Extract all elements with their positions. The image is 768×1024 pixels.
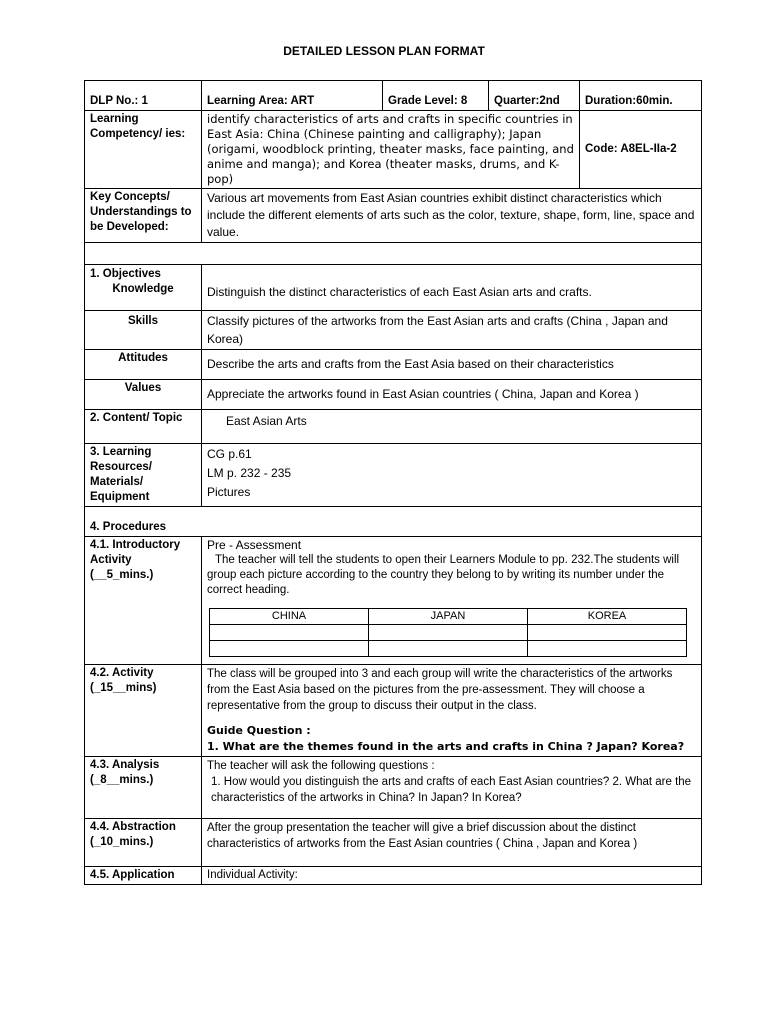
resources-row	[85, 444, 702, 507]
abstraction-label: 4.4. Abstraction	[90, 821, 176, 833]
spacer-cell	[85, 243, 702, 265]
country-blank-cell	[528, 625, 687, 641]
country-china: CHINA	[210, 609, 369, 625]
resources-lm: LM p. 232 - 235	[207, 466, 292, 480]
resources-cg: CG p.61	[207, 447, 252, 461]
country-blank-cell	[369, 625, 528, 641]
country-blank-cell	[210, 625, 369, 641]
knowledge-row	[85, 265, 702, 311]
attitudes-text: Describe the arts and crafts from the East Asia based on their characteristics	[202, 350, 702, 380]
lesson-plan-table	[84, 80, 702, 885]
intro-label-cell	[85, 537, 202, 665]
dlp-number: DLP No.: 1	[85, 81, 202, 111]
duration: Duration:60min.	[580, 81, 702, 111]
objectives-cell	[85, 265, 202, 311]
grade-level: Grade Level: 8	[383, 81, 489, 111]
content-row	[85, 410, 702, 444]
country-blank-cell	[369, 641, 528, 657]
learning-area: Learning Area: ART	[202, 81, 383, 111]
key-concepts-row	[85, 189, 702, 243]
abstraction-text: After the group presentation the teacher will give a brief discussion about the distinct characteristics of artworks from the East Asian countries ( China , Japan and Korea )	[202, 819, 702, 867]
application-row	[85, 867, 702, 885]
abstraction-label-cell	[85, 819, 202, 867]
country-japan: JAPAN	[369, 609, 528, 625]
analysis-intro: The teacher will ask the following questions :	[207, 760, 435, 772]
abstraction-time: (_10_mins.)	[90, 836, 154, 848]
resources-cell	[202, 444, 702, 507]
document-title: DETAILED LESSON PLAN FORMAT	[283, 44, 485, 58]
skills-label: Skills	[85, 311, 202, 350]
content-text: East Asian Arts	[202, 410, 702, 444]
resources-label: 3. Learning Resources/ Materials/ Equipment	[85, 444, 202, 507]
header-row	[85, 81, 702, 111]
competency-label: Learning Competency/ ies:	[85, 111, 202, 189]
spacer-row	[85, 243, 702, 265]
skills-text: Classify pictures of the artworks from the East Asian arts and crafts (China , Japan and Korea)	[202, 311, 702, 350]
activity-text: The class will be grouped into 3 and each group will write the characteristics of the artworks from the East Asia based on the pictures from the pre-assessment. They will choose a representative from the group to discuss their output in the class.	[207, 668, 673, 712]
skills-row	[85, 311, 702, 350]
analysis-row	[85, 757, 702, 819]
application-text: Individual Activity:	[202, 867, 702, 885]
application-label: 4.5. Application	[85, 867, 202, 885]
procedures-label: 4. Procedures	[85, 507, 702, 537]
activity-cell	[202, 665, 702, 757]
activity-time: (_15__mins)	[90, 682, 157, 694]
values-label: Values	[85, 380, 202, 410]
country-header-row	[210, 609, 687, 625]
values-text: Appreciate the artworks found in East Asian countries ( China, Japan and Korea )	[202, 380, 702, 410]
intro-cell	[202, 537, 702, 665]
competency-row	[85, 111, 702, 189]
country-blank-row	[210, 625, 687, 641]
guide-title: Guide Question :	[207, 724, 311, 737]
abstraction-row	[85, 819, 702, 867]
knowledge-label: Knowledge	[112, 283, 174, 295]
intro-text: The teacher will tell the students to open their Learners Module to pp. 232.The students will group each picture according to the country they belong to by writing its number under the correct heading.	[207, 554, 680, 596]
intro-label: 4.1. Introductory Activity	[90, 539, 181, 566]
procedures-row	[85, 507, 702, 537]
content-label: 2. Content/ Topic	[85, 410, 202, 444]
knowledge-text: Distinguish the distinct characteristics of each East Asian arts and crafts.	[202, 265, 702, 311]
competency-text: identify characteristics of arts and crafts in specific countries in East Asia: China (Chinese painting and calligraphy); Japan (origami, woodblock printing, theater masks, face painting, and anime and manga); and Korea (theater masks, drums, and K-pop)	[202, 111, 580, 189]
activity-label: 4.2. Activity	[90, 667, 154, 679]
resources-pictures: Pictures	[207, 485, 251, 499]
country-blank-cell	[528, 641, 687, 657]
country-korea: KOREA	[528, 609, 687, 625]
intro-time: (__5_mins.)	[90, 569, 154, 581]
key-concepts-label: Key Concepts/ Understandings to be Developed:	[85, 189, 202, 243]
quarter: Quarter:2nd	[489, 81, 580, 111]
competency-code: Code: A8EL-IIa-2	[580, 111, 702, 189]
guide-question: 1. What are the themes found in the arts and crafts in China ? Japan? Korea?	[207, 740, 685, 753]
analysis-cell	[202, 757, 702, 819]
analysis-time: (_8__mins.)	[90, 774, 154, 786]
country-blank-cell	[210, 641, 369, 657]
key-concepts-text: Various art movements from East Asian countries exhibit distinct characteristics which include the different elements of arts such as the color, texture, shape, form, line, space and value.	[202, 189, 702, 243]
analysis-label: 4.3. Analysis	[90, 759, 160, 771]
country-blank-row	[210, 641, 687, 657]
activity-label-cell	[85, 665, 202, 757]
activity-row	[85, 665, 702, 757]
analysis-text: 1. How would you distinguish the arts and crafts of each East Asian countries? 2. What are the characteristics of the artworks in China? In Japan? In Korea?	[211, 776, 692, 804]
attitudes-label: Attitudes	[85, 350, 202, 380]
objectives-label: 1. Objectives	[90, 268, 161, 280]
values-row	[85, 380, 702, 410]
intro-title: Pre - Assessment	[207, 538, 302, 552]
intro-row	[85, 537, 702, 665]
attitudes-row	[85, 350, 702, 380]
country-table	[209, 608, 687, 657]
analysis-label-cell	[85, 757, 202, 819]
